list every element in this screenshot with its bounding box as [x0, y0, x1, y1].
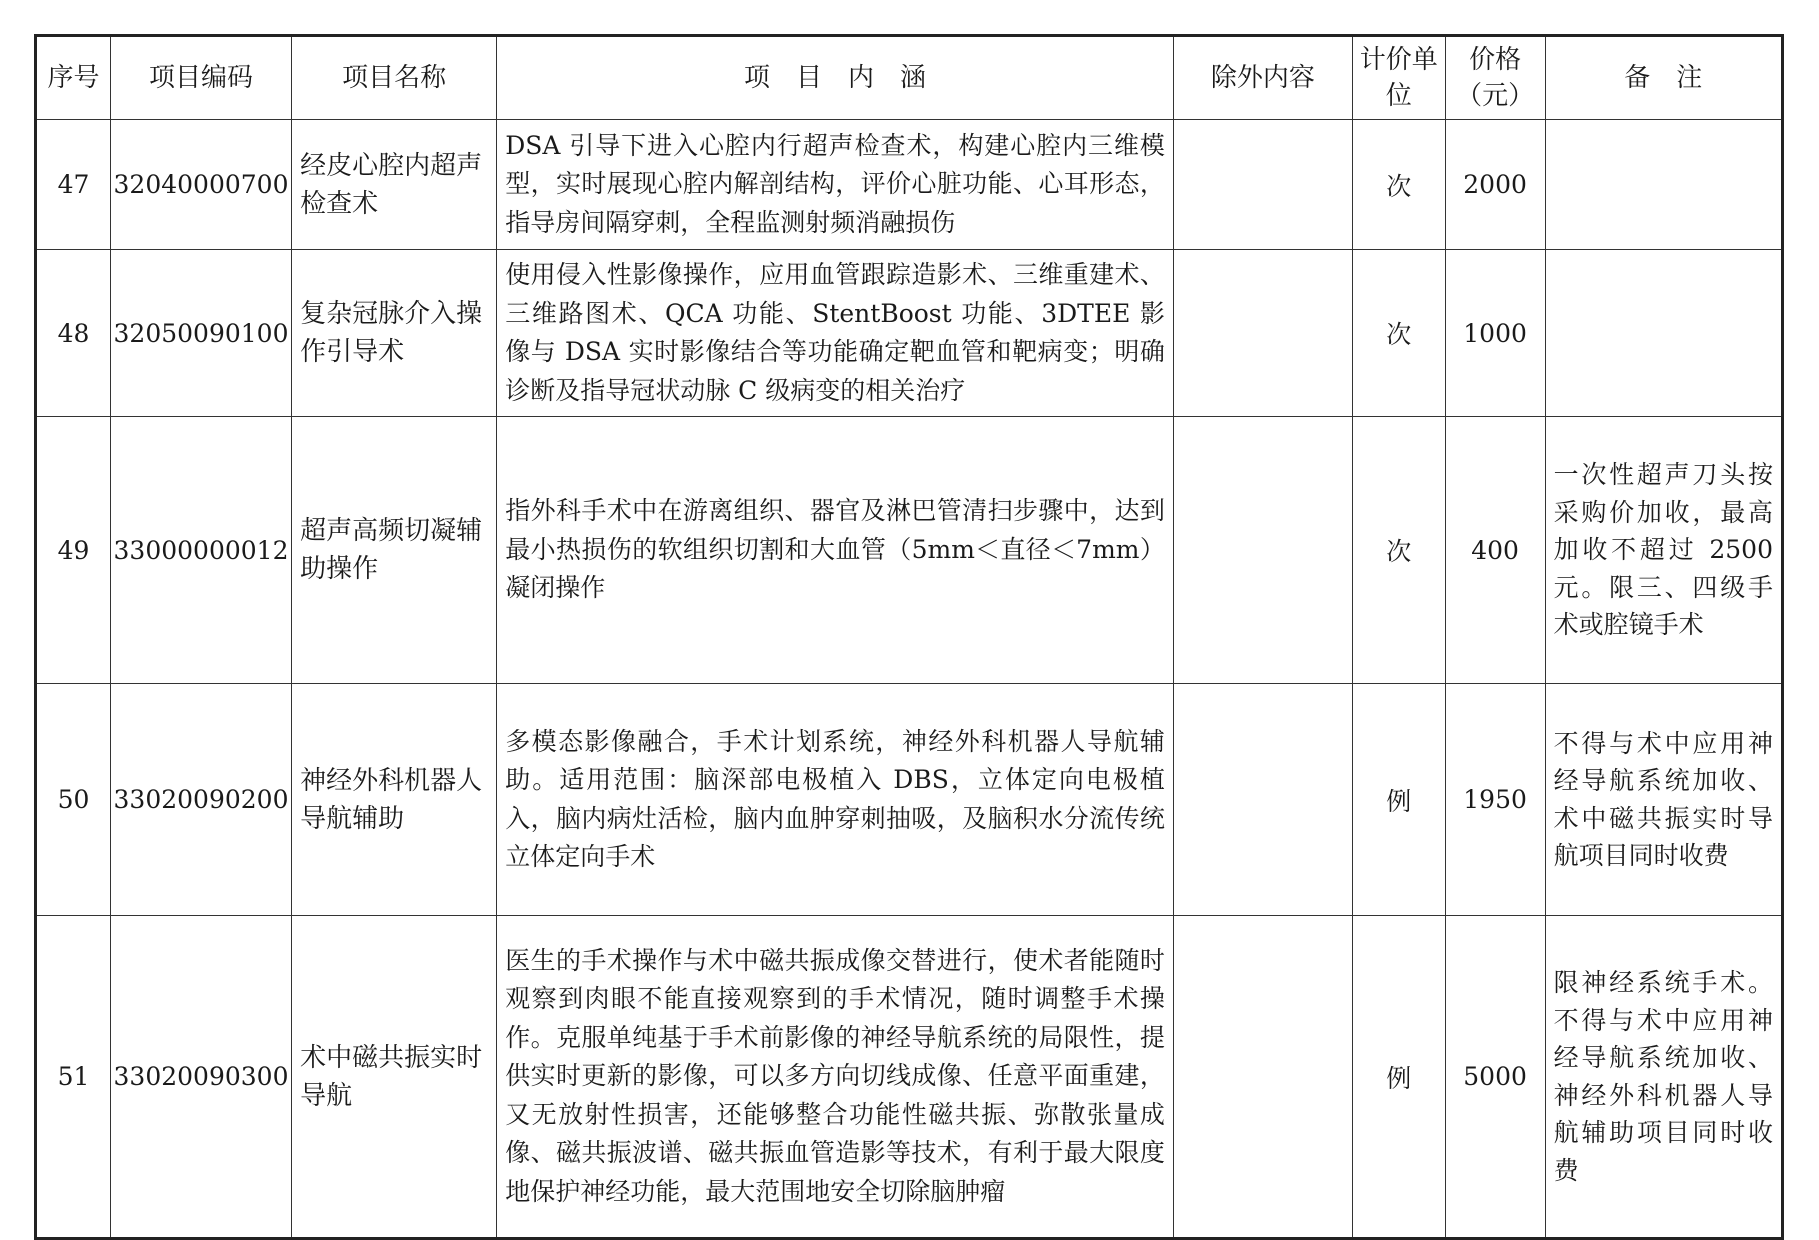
header-unit: 计价单位	[1352, 36, 1445, 120]
row-code: 33000000012	[110, 417, 291, 684]
row-excluded	[1173, 120, 1352, 250]
header-content: 项 目 内 涵	[497, 36, 1174, 120]
row-excluded	[1173, 916, 1352, 1239]
row-seq: 51	[36, 916, 111, 1239]
row-excluded	[1173, 417, 1352, 684]
row-note	[1545, 120, 1782, 250]
row-content: 多模态影像融合，手术计划系统，神经外科机器人导航辅助。适用范围：脑深部电极植入 DBS，立体定向电极植入，脑内病灶活检，脑内血肿穿刺抽吸，及脑积水分流传统立体定向手术	[497, 684, 1174, 916]
table-row	[36, 417, 1783, 684]
row-note	[1545, 250, 1782, 417]
row-seq: 47	[36, 120, 111, 250]
table-row	[36, 250, 1783, 417]
row-price: 2000	[1445, 120, 1545, 250]
header-note: 备 注	[1545, 36, 1782, 120]
row-content: 医生的手术操作与术中磁共振成像交替进行，使术者能随时观察到肉眼不能直接观察到的手术情况，随时调整手术操作。克服单纯基于手术前影像的神经导航系统的局限性，提供实时更新的影像，可以多方向切线成像、任意平面重建，又无放射性损害，还能够整合功能性磁共振、弥散张量成像、磁共振波谱、磁共振血管造影等技术，有利于最大限度地保护神经功能，最大范围地安全切除脑肿瘤	[497, 916, 1174, 1239]
table-header-row	[36, 36, 1783, 120]
row-code: 33020090200	[110, 684, 291, 916]
row-unit: 例	[1352, 684, 1445, 916]
row-price: 5000	[1445, 916, 1545, 1239]
row-note: 不得与术中应用神经导航系统加收、术中磁共振实时导航项目同时收费	[1545, 684, 1782, 916]
row-code: 33020090300	[110, 916, 291, 1239]
row-unit: 次	[1352, 120, 1445, 250]
row-content: DSA 引导下进入心腔内行超声检查术，构建心腔内三维模型，实时展现心腔内解剖结构，评价心脏功能、心耳形态，指导房间隔穿刺，全程监测射频消融损伤	[497, 120, 1174, 250]
header-code: 项目编码	[110, 36, 291, 120]
row-name: 超声高频切凝辅助操作	[292, 417, 497, 684]
row-seq: 49	[36, 417, 111, 684]
table-row	[36, 916, 1783, 1239]
row-seq: 48	[36, 250, 111, 417]
header-seq: 序号	[36, 36, 111, 120]
row-code: 32040000700	[110, 120, 291, 250]
fee-schedule-table	[34, 34, 1784, 1240]
row-content: 使用侵入性影像操作，应用血管跟踪造影术、三维重建术、三维路图术、QCA 功能、StentBoost 功能、3DTEE 影像与 DSA 实时影像结合等功能确定靶血管和靶病变；明确诊断及指导冠状动脉 C 级病变的相关治疗	[497, 250, 1174, 417]
row-name: 术中磁共振实时导航	[292, 916, 497, 1239]
table-row	[36, 120, 1783, 250]
header-name: 项目名称	[292, 36, 497, 120]
row-price: 400	[1445, 417, 1545, 684]
row-name: 经皮心腔内超声检查术	[292, 120, 497, 250]
row-name: 复杂冠脉介入操作引导术	[292, 250, 497, 417]
row-note: 限神经系统手术。不得与术中应用神经导航系统加收、神经外科机器人导航辅助项目同时收费	[1545, 916, 1782, 1239]
row-price: 1950	[1445, 684, 1545, 916]
row-name: 神经外科机器人导航辅助	[292, 684, 497, 916]
table-row	[36, 684, 1783, 916]
row-unit: 次	[1352, 417, 1445, 684]
row-note: 一次性超声刀头按采购价加收，最高加收不超过 2500 元。限三、四级手术或腔镜手术	[1545, 417, 1782, 684]
row-unit: 次	[1352, 250, 1445, 417]
row-price: 1000	[1445, 250, 1545, 417]
row-content: 指外科手术中在游离组织、器官及淋巴管清扫步骤中，达到最小热损伤的软组织切割和大血管（5mm＜直径＜7mm）凝闭操作	[497, 417, 1174, 684]
row-code: 32050090100	[110, 250, 291, 417]
row-unit: 例	[1352, 916, 1445, 1239]
header-price: 价格（元）	[1445, 36, 1545, 120]
row-seq: 50	[36, 684, 111, 916]
row-excluded	[1173, 250, 1352, 417]
header-excluded: 除外内容	[1173, 36, 1352, 120]
row-excluded	[1173, 684, 1352, 916]
